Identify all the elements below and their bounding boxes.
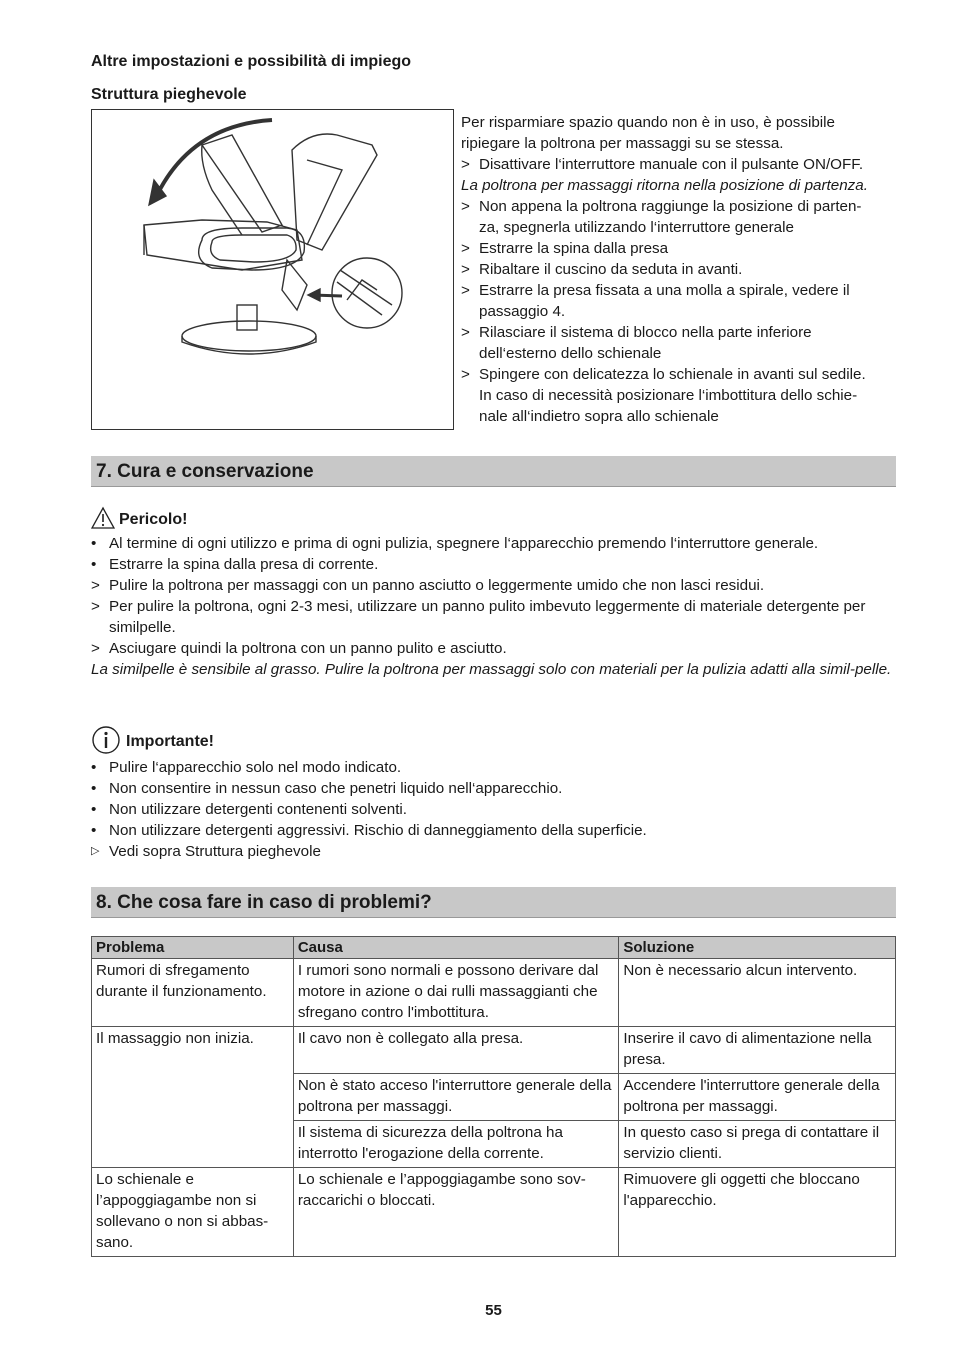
folding-line: dell‘esterno dello schienale — [479, 345, 662, 362]
danger-list — [91, 533, 896, 659]
list-marker: • — [91, 801, 97, 818]
danger-heading — [91, 506, 896, 530]
cell-problem: Rumori di sfregamento durante il funzionamento. — [92, 959, 294, 1027]
cell-cause: Lo schienale e l’appoggiagambe sono sov-raccarichi o bloccati. — [293, 1168, 619, 1257]
cell-cause: I rumori sono normali e possono derivare dal motore in azione o dai rulli massaggianti che sfregano contro l'imbottitura. — [293, 959, 619, 1027]
list-marker: • — [91, 780, 97, 797]
section-7-title: 7. Cura e conservazione — [91, 456, 896, 487]
cell-solution: Rimuovere gli oggetti che bloccano l'apparecchio. — [619, 1168, 896, 1257]
important-heading — [91, 725, 896, 755]
folding-line: > Estrarre la presa fissata a una molla a spirale, vedere il — [461, 280, 891, 301]
list-item — [91, 820, 896, 841]
list-item — [91, 841, 896, 862]
cell-cause: Il sistema di sicurezza della poltrona ha interrotto l'erogazione della corrente. — [293, 1121, 619, 1168]
cell-solution: Inserire il cavo di alimentazione nella presa. — [619, 1027, 896, 1074]
list-item-text: Non consentire in nessun caso che penetri liquido nell‘apparecchio. — [109, 780, 563, 797]
folding-line: > Rilasciare il sistema di blocco nella parte inferiore — [461, 322, 891, 343]
troubleshooting-table — [91, 936, 896, 1257]
cell-problem: Il massaggio non inizia. — [92, 1027, 294, 1168]
list-item — [91, 533, 896, 554]
folding-line: ripiegare la poltrona per massaggi su se stessa. — [461, 135, 784, 152]
grease-note: La similpelle è sensibile al grasso. Pulire la poltrona per massaggi solo con materiali per la pulizia adatti alla simil-pelle. — [91, 661, 892, 678]
table-header-row — [92, 937, 896, 959]
cell-solution: Non è necessario alcun intervento. — [619, 959, 896, 1027]
table-row — [92, 1027, 896, 1074]
list-marker: • — [91, 556, 97, 573]
list-marker: > — [91, 598, 100, 615]
page-number: 55 — [485, 1302, 502, 1319]
folding-line: > Estrarre la spina dalla presa — [461, 238, 891, 259]
list-item-text: Non utilizzare detergenti aggressivi. Rischio di danneggiamento della superficie. — [109, 822, 647, 839]
folding-line: La poltrona per massaggi ritorna nella posizione di partenza. — [461, 177, 868, 194]
folding-line: passaggio 4. — [479, 303, 566, 320]
folding-line: > Non appena la poltrona raggiunge la posizione di parten- — [461, 196, 891, 217]
list-item-text: Per pulire la poltrona, ogni 2-3 mesi, utilizzare un panno pulito imbevuto leggermente di materiale detergente per similpelle. — [109, 598, 866, 636]
header-solution: Soluzione — [619, 937, 896, 959]
list-item-text: Pulire l‘apparecchio solo nel modo indicato. — [109, 759, 402, 776]
folding-line: > Spingere con delicatezza lo schienale in avanti sul sedile. — [461, 364, 891, 385]
folding-instructions — [461, 112, 891, 427]
list-marker: • — [91, 822, 97, 839]
danger-block — [91, 506, 896, 680]
list-marker: ▷ — [91, 845, 100, 857]
list-item — [91, 778, 896, 799]
folding-line: > Ribaltare il cuscino da seduta in avanti. — [461, 259, 891, 280]
list-item — [91, 799, 896, 820]
list-item-text: Non utilizzare detergenti contenenti solventi. — [109, 801, 408, 818]
folding-chair-figure — [91, 109, 454, 430]
folding-line: nale all‘indietro sopra allo schienale — [479, 408, 719, 425]
list-item-text: Vedi sopra Struttura pieghevole — [109, 843, 321, 860]
list-item — [91, 757, 896, 778]
table-row — [92, 959, 896, 1027]
chair-illustration — [92, 110, 453, 429]
info-icon — [91, 725, 121, 755]
list-marker: > — [91, 577, 100, 594]
section-8-title: 8. Che cosa fare in caso di problemi? — [91, 887, 896, 918]
list-item — [91, 638, 896, 659]
list-item — [91, 554, 896, 575]
important-label: Importante! — [126, 733, 214, 750]
list-marker: • — [91, 535, 97, 552]
header-problem: Problema — [92, 937, 294, 959]
list-marker: > — [91, 640, 100, 657]
header-cause: Causa — [293, 937, 619, 959]
folding-line: Per risparmiare spazio quando non è in uso, è possibile — [461, 114, 835, 131]
cell-solution: Accendere l'interruttore generale della poltrona per massaggi. — [619, 1074, 896, 1121]
list-item — [91, 575, 896, 596]
danger-label: Pericolo! — [119, 511, 188, 528]
folding-line: > Disattivare l‘interruttore manuale con il pulsante ON/OFF. — [461, 154, 891, 175]
folding-line: In caso di necessità posizionare l‘imbottitura dello schie- — [479, 387, 858, 404]
important-block — [91, 725, 896, 862]
cell-solution: In questo caso si prega di contattare il servizio clienti. — [619, 1121, 896, 1168]
cell-cause: Il cavo non è collegato alla presa. — [293, 1027, 619, 1074]
heading-folding-structure: Struttura pieghevole — [91, 86, 247, 103]
list-item-text: Asciugare quindi la poltrona con un panno pulito e asciutto. — [109, 640, 507, 657]
important-list — [91, 757, 896, 862]
cell-cause: Non è stato acceso l'interruttore generale della poltrona per massaggi. — [293, 1074, 619, 1121]
list-item-text: Al termine di ogni utilizzo e prima di ogni pulizia, spegnere l‘apparecchio premendo l‘interruttore generale. — [109, 535, 819, 552]
list-item — [91, 596, 896, 638]
list-item-text: Estrarre la spina dalla presa di corrente. — [109, 556, 379, 573]
heading-other-settings: Altre impostazioni e possibilità di impiego — [91, 53, 412, 70]
warning-triangle-icon — [91, 506, 115, 530]
list-marker: • — [91, 759, 97, 776]
table-row — [92, 1168, 896, 1257]
cell-problem: Lo schienale e l’appoggiagambe non si sollevano o non si abbas-sano. — [92, 1168, 294, 1257]
folding-line: za, spegnerla utilizzando l‘interruttore generale — [479, 219, 794, 236]
list-item-text: Pulire la poltrona per massaggi con un panno asciutto o leggermente umido che non lasci residui. — [109, 577, 765, 594]
